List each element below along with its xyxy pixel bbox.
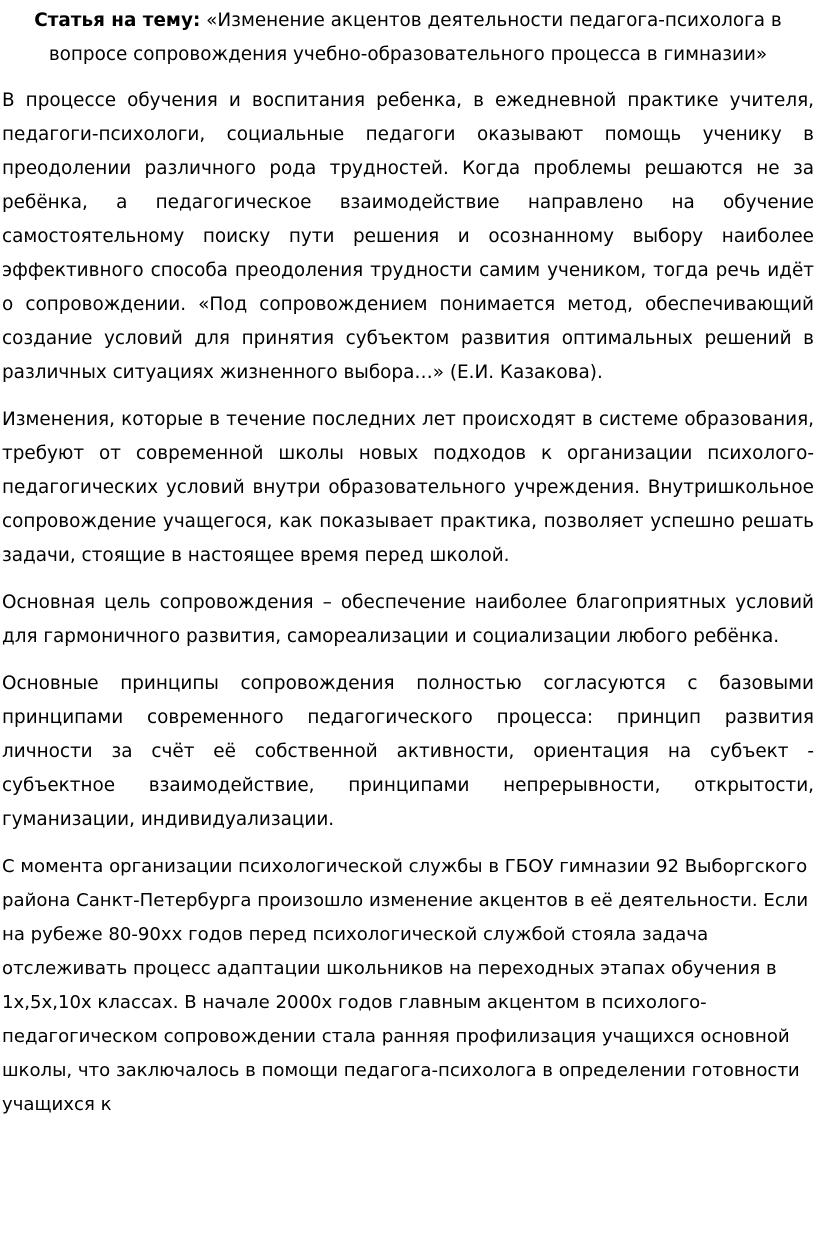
title-lead: Статья на тему: — [34, 10, 201, 31]
paragraph-3: Основная цель сопровождения – обеспечение наиболее благоприятных условий для гармоничного развития, самореализации и социализации любого ребёнка. — [2, 592, 814, 647]
title-text: «Изменение акцентов деятельности педагога-психолога в вопросе сопровождения учебно-образовательного процесса в гимназии» — [48, 10, 782, 65]
paragraph-2: Изменения, которые в течение последних лет происходят в системе образования, требуют от современной школы новых подходов к организации психолого-педагогических условий внутри образовательного учреждения. Внутришкольное сопровождение учащегося, как показывает практика, позволяет успешно решать задачи, стоящие в настоящее время перед школой. — [2, 409, 814, 566]
paragraph-4: Основные принципы сопровождения полностью согласуются с базовыми принципами современного педагогического процесса: принцип развития личности за счёт её собственной активности, ориентация на субъект - субъектное взаимодействие, принципами непрерывности, открытости, гуманизации, индивидуализации. — [2, 673, 814, 830]
article-title — [0, 4, 816, 72]
paragraph-5: С момента организации психологической службы в ГБОУ гимназии 92 Выборгского района Санкт-Петербурга произошло изменение акцентов в её деятельности. Если на рубеже 80-90хх годов перед психологической службой стояла задача отслеживать процесс адаптации школьников на переходных этапах обучения в 1х,5х,10х классах. В начале 2000х годов главным акцентом в психолого-педагогическом сопровождении стала ранняя профилизация учащихся основной школы, что заключалось в помощи педагога-психолога в определении готовности учащихся к — [2, 856, 809, 1115]
paragraph-1: В процессе обучения и воспитания ребенка, в ежедневной практике учителя, педагоги-психологи, социальные педагоги оказывают помощь ученику в преодолении различного рода трудностей. Когда проблемы решаются не за ребёнка, а педагогическое взаимодействие направлено на обучение самостоятельному поиску пути решения и осознанному выбору наиболее эффективного способа преодоления трудности самим учеником, тогда речь идёт о сопровождении. «Под сопровождением понимается метод, обеспечивающий создание условий для принятия субъектом развития оптимальных решений в различных ситуациях жизненного выбора…» (Е.И. Казакова). — [2, 90, 814, 383]
